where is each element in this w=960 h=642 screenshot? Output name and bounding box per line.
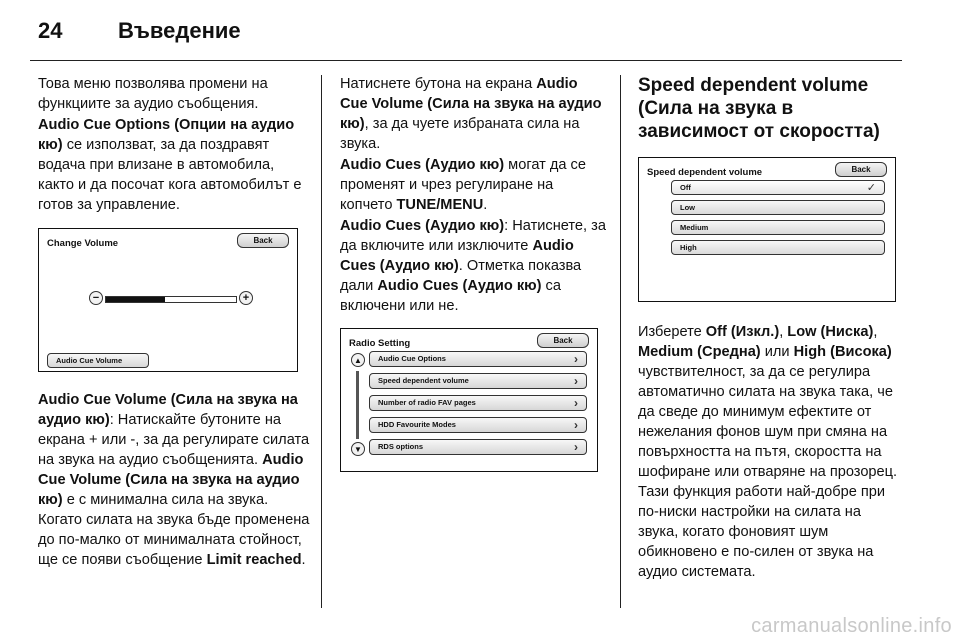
volume-plus-button[interactable]: + bbox=[239, 291, 253, 305]
volume-minus-button[interactable]: − bbox=[89, 291, 103, 305]
watermark: carmanualsonline.info bbox=[751, 615, 952, 637]
scroll-down-icon[interactable]: ▼ bbox=[351, 442, 365, 456]
chevron-right-icon: › bbox=[574, 440, 578, 454]
speed-volume-option-label: High bbox=[680, 243, 697, 252]
header-rule bbox=[30, 60, 902, 61]
chevron-right-icon: › bbox=[574, 352, 578, 366]
speed-dependent-volume-screenshot bbox=[638, 157, 896, 302]
checkmark-icon: ✓ bbox=[866, 182, 876, 194]
col1-paragraph-1: Това меню позволява промени на функциите за аудио съобщения. bbox=[38, 76, 268, 112]
radio-setting-item[interactable] bbox=[369, 395, 587, 411]
back-button[interactable]: Back bbox=[537, 333, 589, 348]
radio-setting-screenshot bbox=[340, 328, 598, 472]
page-header bbox=[38, 18, 241, 44]
speed-volume-option[interactable] bbox=[671, 180, 885, 195]
radio-setting-item[interactable] bbox=[369, 351, 587, 367]
column-divider-2 bbox=[620, 75, 621, 608]
screen-title: Speed dependent volume bbox=[647, 167, 763, 178]
col2-paragraph-2: Audio Cues (Аудио кю) могат да се променят и чрез регулиране на копчето TUNE/MENU. bbox=[340, 157, 586, 213]
speed-volume-option-label: Medium bbox=[680, 223, 709, 232]
column-3 bbox=[638, 74, 900, 582]
volume-slider[interactable] bbox=[105, 296, 237, 303]
radio-setting-item-label: HDD Favourite Modes bbox=[378, 420, 456, 429]
speed-volume-option[interactable] bbox=[671, 220, 885, 235]
col1-paragraph-3: Audio Cue Volume (Сила на звука на аудио кю): Натискайте бутоните на екрана + или -, за да регулирате силата на звука на аудио съобщенията. Audio Cue Volume (Сила на звука на аудио кю) е с минимална сила на звука. Когато силата на звука бъде променена до по-малко от минималната стойност, ще се появи съобщение Limit reached. bbox=[38, 392, 310, 568]
scroll-up-icon[interactable]: ▲ bbox=[351, 353, 365, 367]
chevron-right-icon: › bbox=[574, 396, 578, 410]
radio-setting-item[interactable] bbox=[369, 417, 587, 433]
radio-setting-item-label: Audio Cue Options bbox=[378, 354, 446, 363]
radio-setting-item-label: Speed dependent volume bbox=[378, 376, 469, 385]
screen-title: Radio Setting bbox=[349, 338, 411, 349]
speed-volume-option-label: Off bbox=[680, 183, 691, 192]
speed-volume-option[interactable] bbox=[671, 200, 885, 215]
change-volume-screenshot bbox=[38, 228, 298, 372]
volume-slider-fill bbox=[106, 297, 165, 302]
col3-paragraph-1: Изберете Off (Изкл.), Low (Ниска), Medium (Средна) или High (Висока) чувствителност, за да се регулира автоматично силата на звука така, че да сведе до минимум ефектите от нежелания фонов шум при смяна на повърхността на пътя, скоростта на шофиране или отваряне на прозорец. Тази функция работи най-добре при по-ниски настройки на силата на звука, когато фоновият шум обикновено е по-силен от звука на аудио системата. bbox=[638, 324, 898, 580]
col2-paragraph-3: Audio Cues (Аудио кю): Натиснете, за да включите или изключите Audio Cues (Аудио кю). Отметка показва дали Audio Cues (Аудио кю) са включени или не. bbox=[340, 218, 606, 314]
chevron-right-icon: › bbox=[574, 418, 578, 432]
column-1 bbox=[38, 74, 310, 570]
screen-title: Change Volume bbox=[47, 238, 119, 249]
section-title: Въведение bbox=[118, 18, 241, 43]
radio-setting-item[interactable] bbox=[369, 439, 587, 455]
radio-setting-item[interactable] bbox=[369, 373, 587, 389]
audio-cue-volume-button[interactable]: Audio Cue Volume bbox=[47, 353, 149, 368]
back-button[interactable]: Back bbox=[835, 162, 887, 177]
section-heading: Speed dependent volume (Сила на звука в зависимост от скоростта) bbox=[638, 75, 880, 142]
back-button[interactable]: Back bbox=[237, 233, 289, 248]
column-divider-1 bbox=[321, 75, 322, 608]
radio-setting-item-label: Number of radio FAV pages bbox=[378, 398, 476, 407]
scrollbar[interactable] bbox=[356, 371, 359, 439]
column-2 bbox=[340, 74, 608, 472]
col1-paragraph-2: Audio Cue Options (Опции на аудио кю) се използват, за да поздравят водача при влизане в автомобила, както и да посочат кога автомобилът е готов за управление. bbox=[38, 117, 302, 213]
page-number: 24 bbox=[38, 18, 63, 43]
speed-volume-option[interactable] bbox=[671, 240, 885, 255]
chevron-right-icon: › bbox=[574, 374, 578, 388]
radio-setting-item-label: RDS options bbox=[378, 442, 423, 451]
speed-volume-option-label: Low bbox=[680, 203, 695, 212]
col2-paragraph-1: Натиснете бутона на екрана Audio Cue Volume (Сила на звука на аудио кю), за да чуете избраната сила на звука. bbox=[340, 76, 602, 152]
